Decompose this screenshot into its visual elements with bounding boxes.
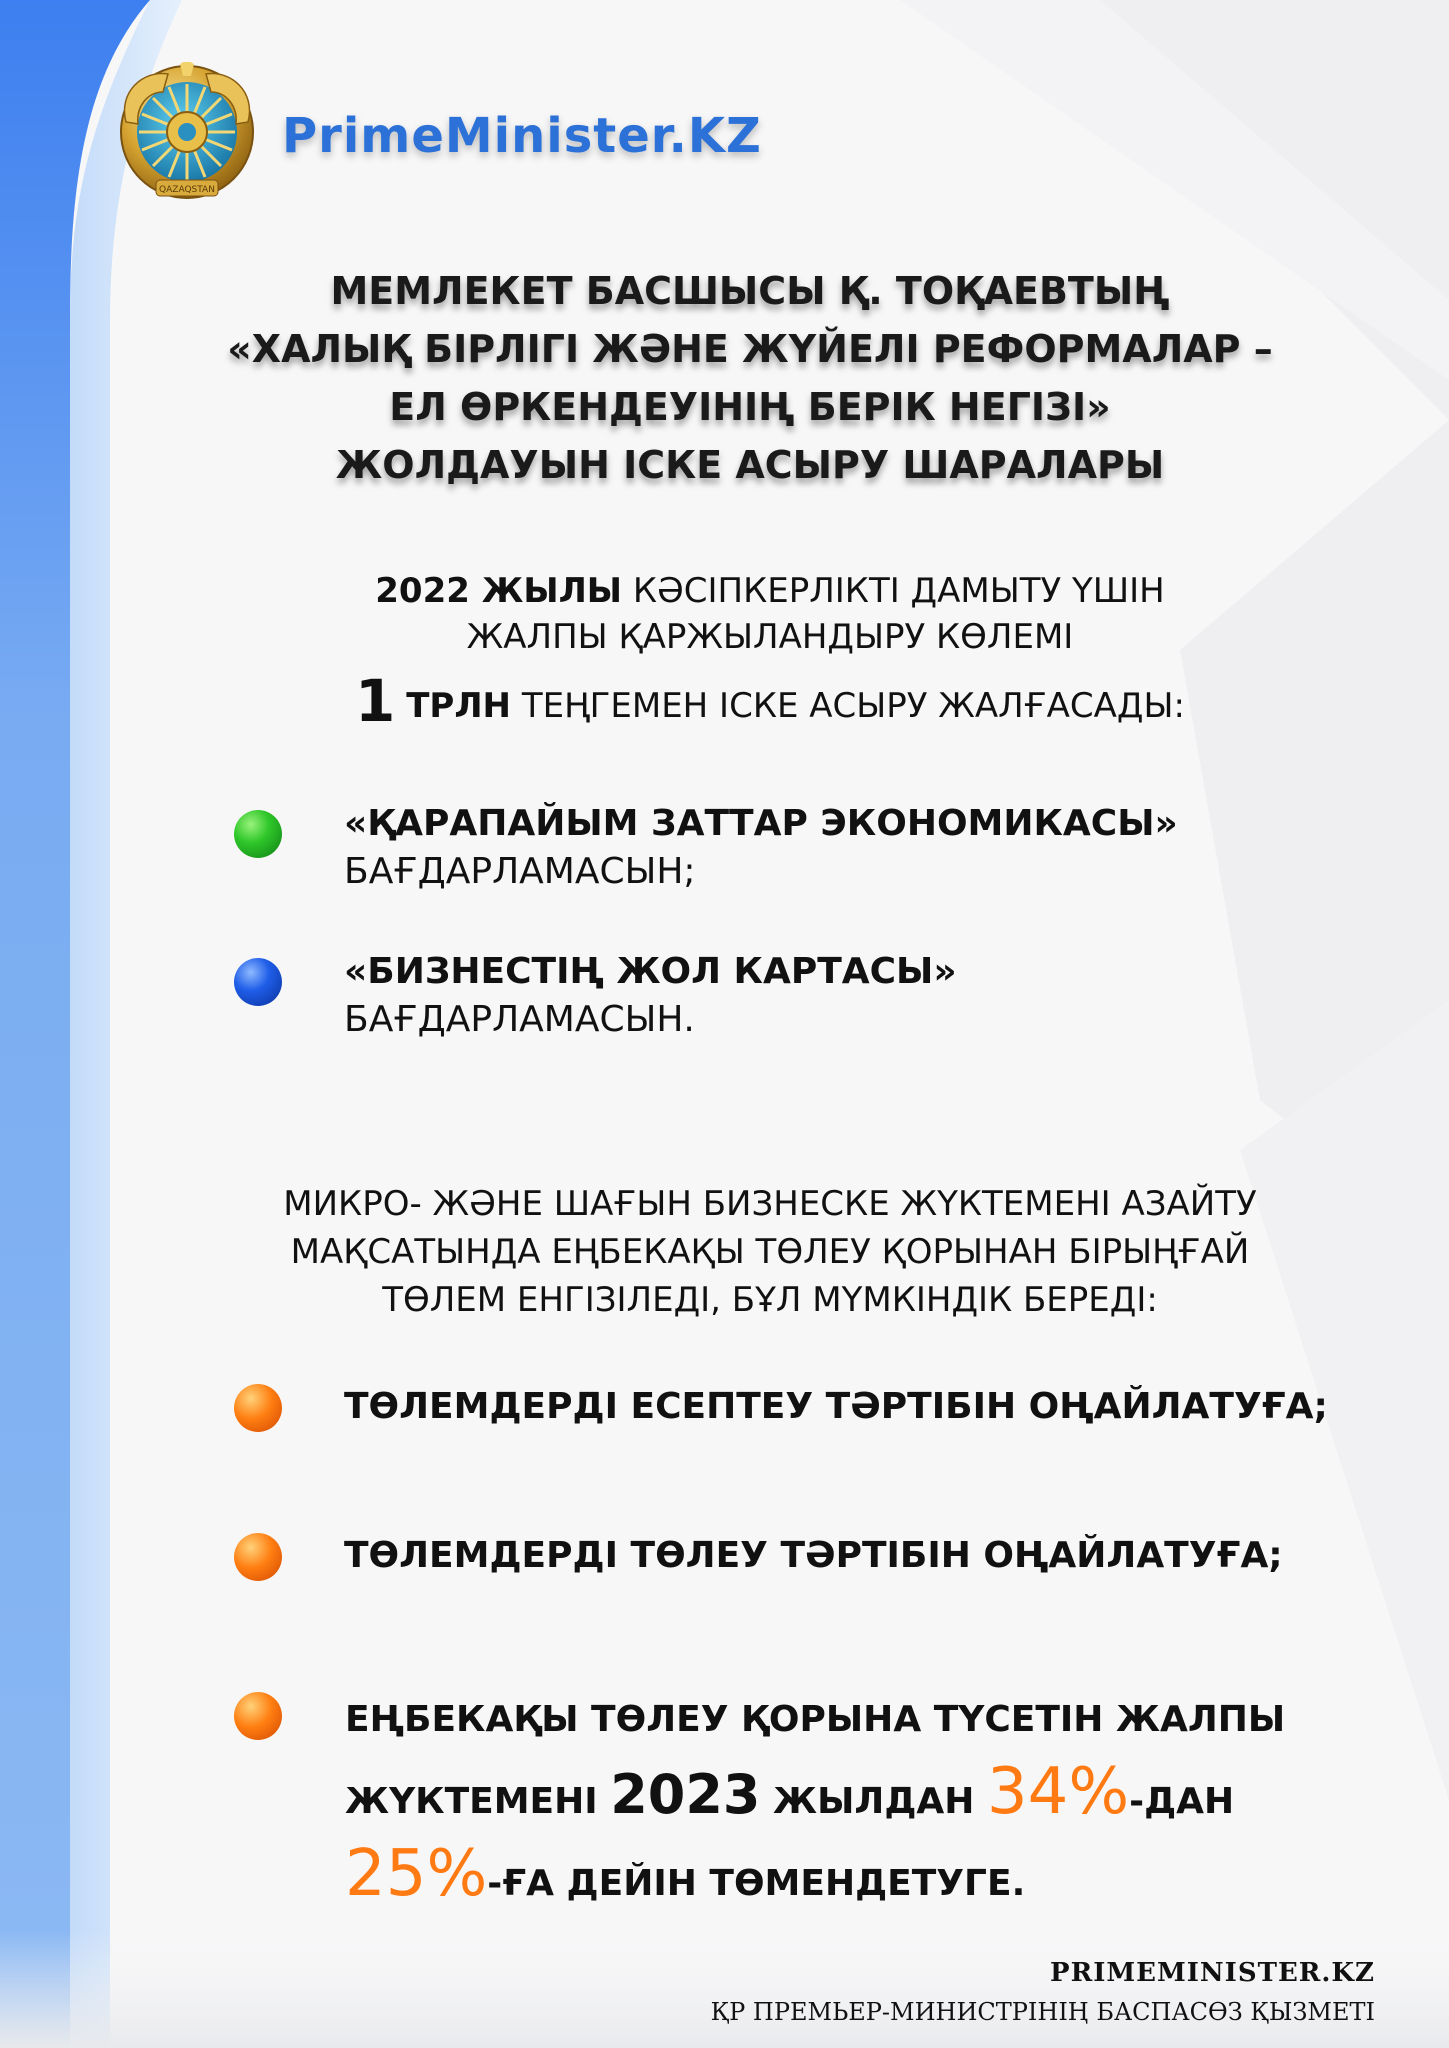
intro-block [230,568,1310,736]
last-line-2-b: ЖЫЛДАН [773,1781,975,1822]
footer-site: PRIMEMINISTER.KZ [1050,1958,1375,1988]
intro-line-3-rest: ТЕҢГЕМЕН ІСКЕ АСЫРУ ЖАЛҒАСАДЫ: [521,686,1185,726]
emblem-label: QAZAQSTAN [159,185,215,195]
footer-org: ҚР ПРЕМЬЕР-МИНИСТРІНІҢ БАСПАСӨЗ ҚЫЗМЕТІ [710,1998,1375,2026]
last-line-2-c: -ДАН [1129,1781,1235,1822]
benefit-text-1: ТӨЛЕМДЕРДІ ЕСЕПТЕУ ТӘРТІБІН ОҢАЙЛАТУҒА; [344,1386,1328,1427]
orange-bullet-icon [234,1692,282,1740]
title-line-4: ЖОЛДАУЫН ІСКЕ АСЫРУ ШАРАЛАРЫ [335,443,1165,487]
middle-line-1: МИКРО- ЖӘНЕ ШАҒЫН БИЗНЕСКЕ ЖҮКТЕМЕНІ АЗАЙТУ [283,1184,1257,1224]
intro-year: 2022 ЖЫЛЫ [375,571,623,611]
title-line-1: МЕМЛЕКЕТ БАСШЫСЫ Қ. ТОҚАЕВТЫҢ [330,269,1170,313]
middle-paragraph [200,1180,1340,1324]
blue-bullet-icon [234,958,282,1006]
intro-amount-unit: ТРЛН [406,686,512,726]
program-text-2 [344,948,957,1044]
intro-line-1 [230,568,1310,614]
intro-line-2: ЖАЛПЫ ҚАРЖЫЛАНДЫРУ КӨЛЕМІ [466,617,1074,657]
orange-bullet-icon [234,1533,282,1581]
title-line-2: «ХАЛЫҚ БІРЛІГІ ЖӘНЕ ЖҮЙЕЛІ РЕФОРМАЛАР – [227,327,1273,371]
program-sub-1: БАҒДАРЛАМАСЫН; [344,851,696,892]
page-title [180,262,1320,494]
program-sub-2: БАҒДАРЛАМАСЫН. [344,999,695,1040]
orange-bullet-icon [234,1384,282,1432]
last-line-2-a: ЖҮКТЕМЕНІ [345,1781,598,1822]
last-line-2 [345,1756,1405,1838]
middle-line-2: МАҚСАТЫНДА ЕҢБЕКАҚЫ ТӨЛЕУ ҚОРЫНАН БІРЫҢҒАЙ [290,1232,1250,1272]
benefit-item-3 [345,1684,1405,1920]
last-year: 2023 [610,1763,761,1826]
footer [640,1958,1375,2026]
intro-amount-number: 1 [355,667,396,735]
program-title-1: «ҚАРАПАЙЫМ ЗАТТАР ЭКОНОМИКАСЫ» [344,803,1178,844]
last-line-3 [345,1838,1405,1920]
state-emblem-icon [118,62,256,204]
from-percent: 34% [986,1755,1130,1829]
green-bullet-icon [234,810,282,858]
intro-line-1-rest: КӘСІПКЕРЛІКТІ ДАМЫТУ ҮШІН [632,571,1165,611]
last-line-1: ЕҢБЕКАҚЫ ТӨЛЕУ ҚОРЫНА ТҮСЕТІН ЖАЛПЫ [345,1699,1286,1740]
program-text-1 [344,800,1178,896]
to-percent: 25% [345,1837,488,1911]
program-title-2: «БИЗНЕСТІҢ ЖОЛ КАРТАСЫ» [344,951,957,992]
middle-line-3: ТӨЛЕМ ЕНГІЗІЛЕДІ, БҰЛ МҮМКІНДІК БЕРЕДІ: [382,1280,1158,1320]
title-line-3: ЕЛ ӨРКЕНДЕУІНІҢ БЕРІК НЕГІЗІ» [389,385,1111,429]
intro-line-3 [230,666,1310,736]
last-line-3-rest: -ҒА ДЕЙІН ТӨМЕНДЕТУГЕ. [487,1863,1026,1904]
benefit-text-2: ТӨЛЕМДЕРДІ ТӨЛЕУ ТӘРТІБІН ОҢАЙЛАТУҒА; [344,1535,1283,1576]
brand-logo-text: PrimeMinister.KZ [282,108,762,164]
